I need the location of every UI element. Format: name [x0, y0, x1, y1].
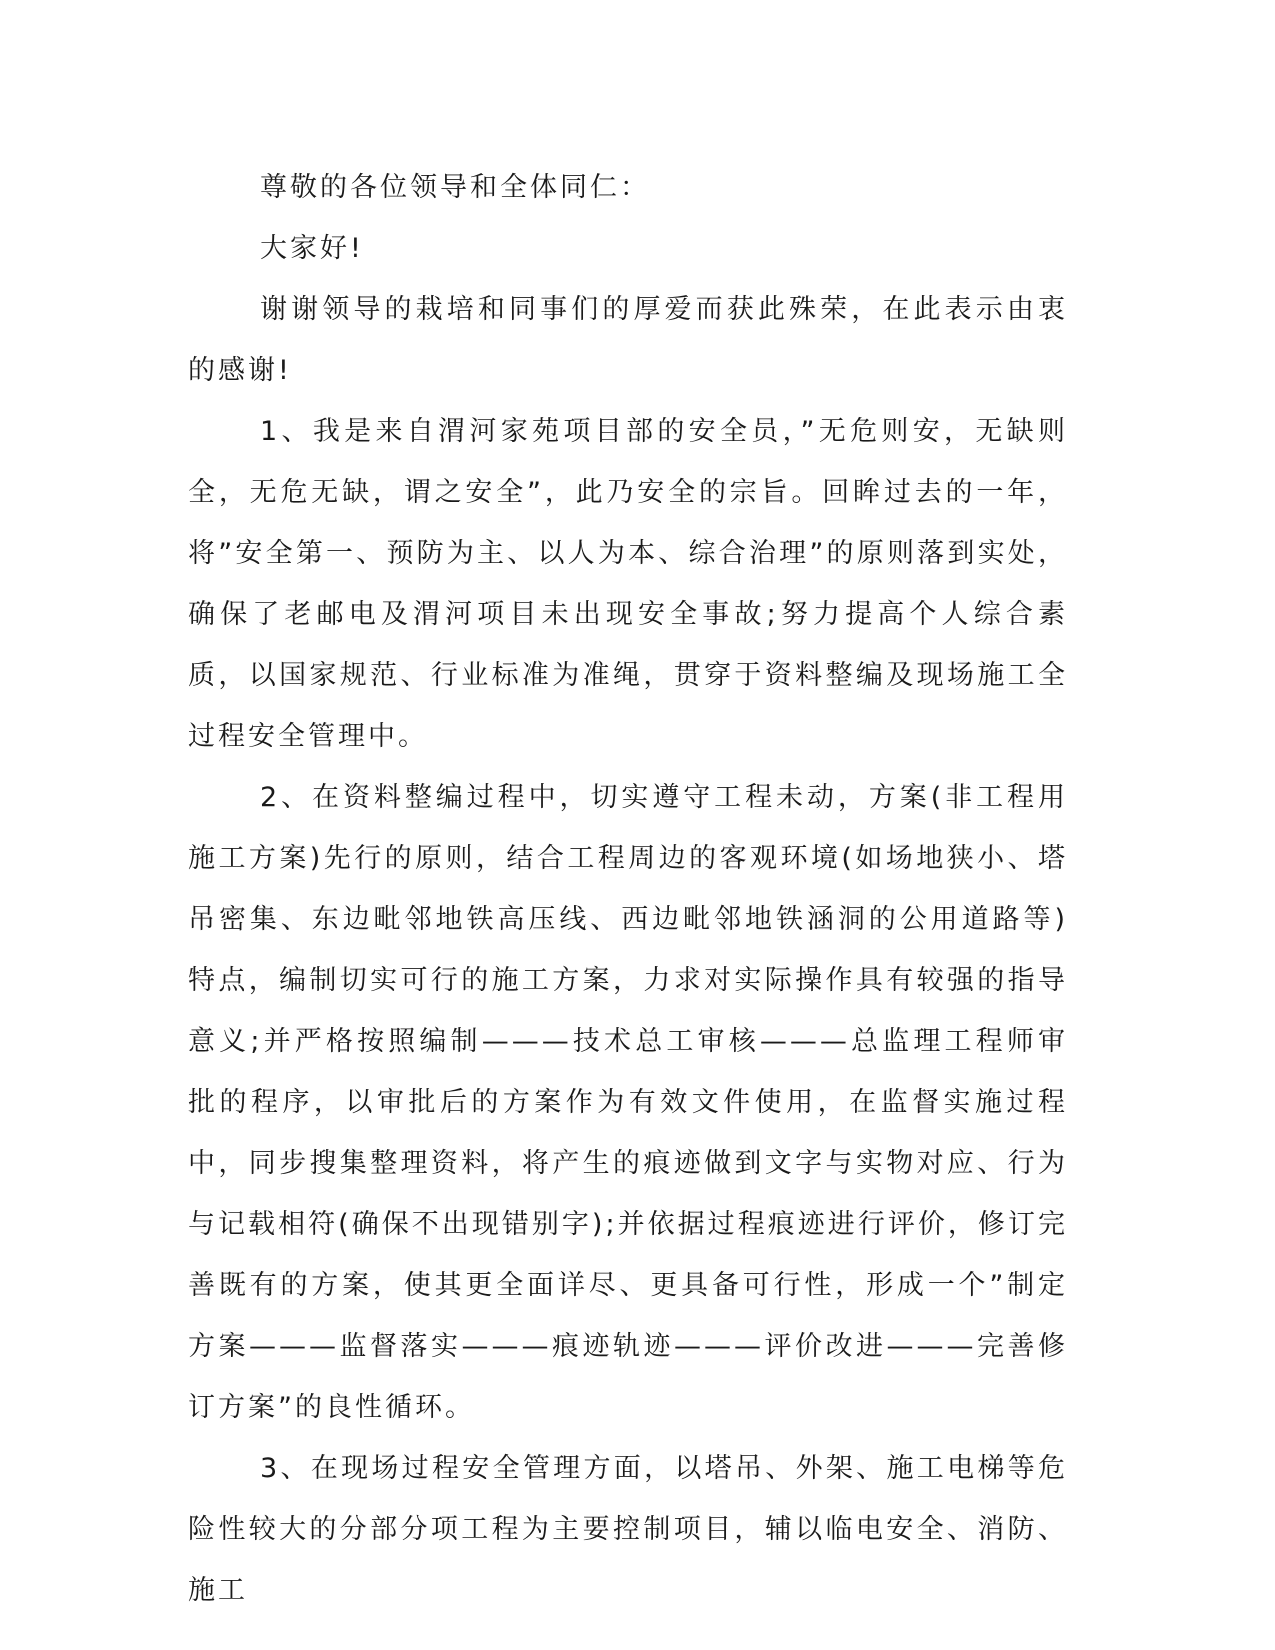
paragraph-1: 1、我是来自渭河家苑项目部的安全员，”无危则安，无缺则全，无危无缺，谓之安全”，此乃安全的宗旨。回眸过去的一年，将”安全第一、预防为主、以人为本、综合治理”的原则落到实处，确保了老邮电及渭河项目未出现安全事故;努力提高个人综合素质，以国家规范、行业标准为准绳，贯穿于资料整编及现场施工全过程安全管理中。 [188, 416, 1068, 752]
paragraph-3: 3、在现场过程安全管理方面，以塔吊、外架、施工电梯等危险性较大的分部分项工程为主要控制项目，辅以临电安全、消防、施工 [188, 1453, 1068, 1606]
document-body [188, 157, 1068, 1621]
greeting: 大家好! [260, 233, 364, 264]
salutation: 尊敬的各位领导和全体同仁： [260, 172, 650, 203]
paragraph-2: 2、在资料整编过程中，切实遵守工程未动，方案(非工程用施工方案)先行的原则，结合工程周边的客观环境(如场地狭小、塔吊密集、东边毗邻地铁高压线、西边毗邻地铁涵洞的公用道路等)特点，编制切实可行的施工方案，力求对实际操作具有较强的指导意义;并严格按照编制———技术总工审核———总监理工程师审批的程序，以审批后的方案作为有效文件使用，在监督实施过程中，同步搜集整理资料，将产生的痕迹做到文字与实物对应、行为与记载相符(确保不出现错别字);并依据过程痕迹进行评价，修订完善既有的方案，使其更全面详尽、更具备可行性，形成一个”制定方案———监督落实———痕迹轨迹———评价改进———完善修订方案”的良性循环。 [188, 782, 1068, 1423]
paragraph-thanks: 谢谢领导的栽培和同事们的厚爱而获此殊荣，在此表示由衷的感谢! [188, 294, 1068, 386]
